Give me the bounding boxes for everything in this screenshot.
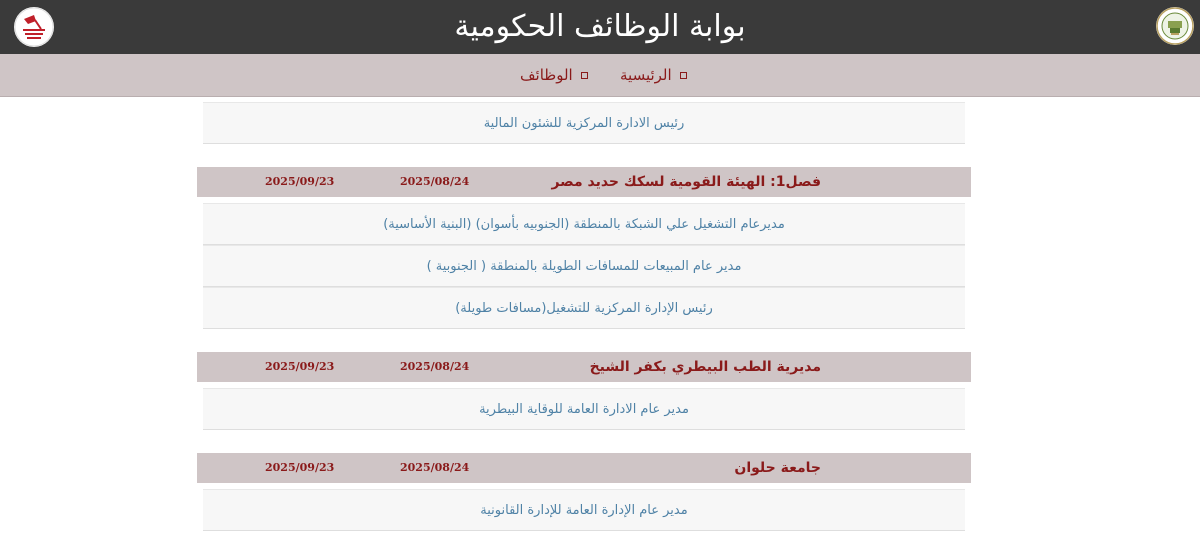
nav-item-home[interactable] <box>620 54 687 97</box>
section-header-helwan-university <box>197 453 971 483</box>
section-title: فصل1: الهيئة القومية لسكك حديد مصر <box>551 174 821 190</box>
job-link[interactable]: مدير عام الإدارة العامة للإدارة القانونية <box>203 489 965 531</box>
square-bullet-icon <box>581 72 588 79</box>
section-start-date: 2025/08/24 <box>400 360 470 373</box>
section-title: جامعة حلوان <box>734 460 821 476</box>
section-end-date: 2025/09/23 <box>265 360 335 373</box>
section-end-date: 2025/09/23 <box>265 461 335 474</box>
section-header-veterinary <box>197 352 971 382</box>
government-jobs-portal-logo-icon[interactable] <box>14 7 54 47</box>
square-bullet-icon <box>680 72 687 79</box>
job-link[interactable]: رئيس الإدارة المركزية للتشغيل(مسافات طويلة) <box>203 287 965 329</box>
job-link[interactable]: مدير عام المبيعات للمسافات الطويلة بالمنطقة ( الجنوبية ) <box>203 245 965 287</box>
government-emblem-icon <box>1156 7 1194 45</box>
nav-item-jobs-label: الوظائف <box>520 66 573 84</box>
nav-item-home-label: الرئيسية <box>620 66 672 84</box>
header-bar <box>0 0 1200 54</box>
section-header-railways <box>197 167 971 197</box>
nav-item-jobs[interactable] <box>520 54 588 97</box>
section-end-date: 2025/09/23 <box>265 175 335 188</box>
job-link-financial-affairs[interactable]: رئيس الادارة المركزية للشئون المالية <box>203 102 965 144</box>
section-title: مديرية الطب البيطري بكفر الشيخ <box>589 359 821 375</box>
section-start-date: 2025/08/24 <box>400 175 470 188</box>
job-link[interactable]: مدير عام الادارة العامة للوقاية البيطرية <box>203 388 965 430</box>
section-start-date: 2025/08/24 <box>400 461 470 474</box>
main-navigation <box>0 54 1200 97</box>
job-link[interactable]: مديرعام التشغيل علي الشبكة بالمنطقة (الجنوبيه بأسوان) (البنية الأساسية) <box>203 203 965 245</box>
site-title: بوابة الوظائف الحكومية <box>454 9 746 44</box>
